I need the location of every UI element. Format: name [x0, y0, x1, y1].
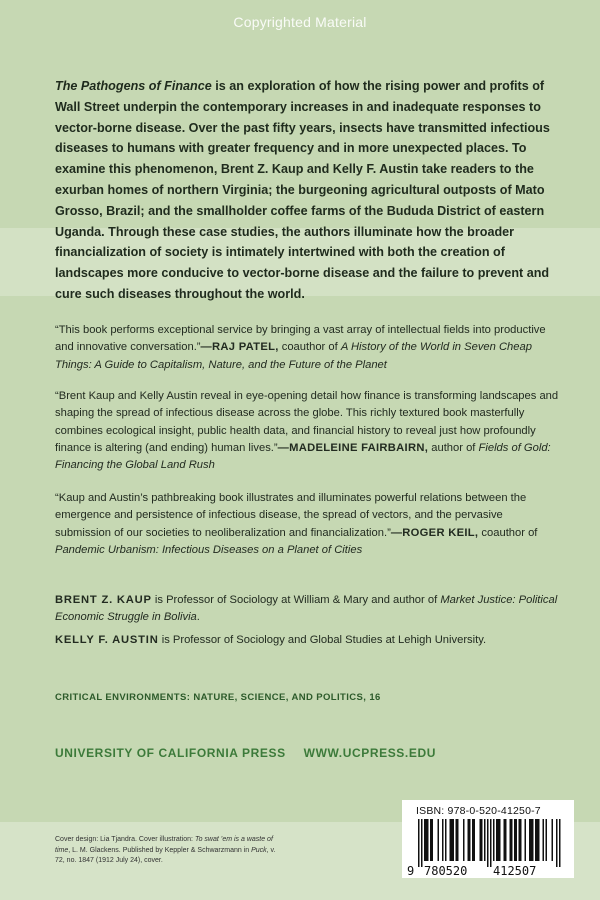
author-bio [55, 592, 560, 627]
barcode-bar [511, 819, 513, 861]
barcode-bar [438, 819, 440, 861]
credits-illustration: To swat ’em is a waste of time [55, 836, 273, 854]
barcode-bar [510, 819, 512, 861]
book-title: The Pathogens of Finance [55, 79, 212, 93]
barcode-bar [505, 819, 507, 861]
barcode-bar [484, 819, 486, 861]
barcode-bar [445, 819, 447, 861]
barcode-bar [468, 819, 470, 861]
barcode-bar [474, 819, 476, 861]
barcode-bar [499, 819, 501, 861]
bio-text: is Professor of Sociology and Global Studies at Lehigh University. [158, 634, 487, 646]
barcode-bar [519, 819, 521, 861]
barcode-bar [556, 819, 558, 867]
barcode-bar [427, 819, 429, 861]
barcode-bar [493, 819, 495, 861]
barcode-bar [490, 819, 492, 867]
barcode-bar [531, 819, 533, 861]
barcode-bar [543, 819, 545, 861]
barcode-bar [430, 819, 432, 861]
barcode-box [402, 800, 574, 878]
barcode-digits-left: 780520 [424, 864, 468, 878]
endorsement-quote [55, 490, 560, 559]
barcode-bar [418, 819, 420, 867]
barcode-bar [451, 819, 453, 861]
barcode-bar [504, 819, 506, 861]
barcode-bar [487, 819, 489, 867]
endorsement-quote [55, 388, 560, 474]
quote-author: —MADELEINE FAIRBAIRN, [277, 441, 429, 454]
bio-end: . [196, 611, 200, 624]
credits-rest: , L. M. Glackens. Published by Keppler & Schwarzmann in [68, 846, 252, 854]
quote-work: Pandemic Urbanism: Infectious Diseases on a Planet of Cities [55, 543, 363, 556]
author-name: BRENT Z. KAUP [55, 594, 152, 606]
barcode-bar [457, 819, 459, 861]
barcode-digits-right: 412507 [493, 864, 537, 878]
barcode-bar [532, 819, 534, 861]
bio-work: Market Justice: Political Economic Struggle in Bolivia [55, 594, 558, 624]
barcode-bar [472, 819, 474, 861]
barcode-bar [463, 819, 465, 861]
barcode-bar [481, 819, 483, 861]
publisher-name: UNIVERSITY OF CALIFORNIA PRESS [55, 746, 286, 760]
barcode-bar [525, 819, 527, 861]
barcode-bar [538, 819, 540, 861]
barcode-bar [537, 819, 539, 861]
barcode-bar [496, 819, 498, 861]
barcode-bar [450, 819, 452, 861]
book-description [55, 76, 555, 305]
barcode-bar [432, 819, 434, 861]
barcode-bar [421, 819, 423, 867]
barcode-bar [559, 819, 561, 867]
bio-text: is Professor of Sociology at William & Mary and author of [151, 594, 441, 606]
author-name: KELLY F. AUSTIN [55, 634, 159, 646]
quote-role: coauthor of [278, 341, 341, 354]
publisher-url: WWW.UCPRESS.EDU [303, 746, 436, 760]
barcode-bar [469, 819, 471, 861]
quote-author: —ROGER KEIL, [390, 526, 479, 539]
isbn-label: ISBN: 978-0-520-41250-7 [416, 805, 541, 817]
barcode-bar [520, 819, 522, 861]
cover-credits [55, 835, 280, 867]
barcode-bar [442, 819, 444, 861]
barcode-bar [480, 819, 482, 861]
barcode-bar [552, 819, 554, 861]
endorsement-quote [55, 322, 560, 374]
barcode-bar [535, 819, 537, 861]
quote-role: coauthor of [478, 526, 538, 539]
barcode-bar [514, 819, 516, 861]
credits-end: , v. 72, no. 1847 (1912 July 24), cover. [55, 846, 276, 864]
copyright-watermark: Copyrighted Material [233, 14, 367, 30]
quote-text: “Kaup and Austin’s pathbreaking book illustrates and illuminates powerful relations between the emergence and persistence of infectious disease, the spread of vectors, and the pervasive submission of our societies to neoliberalization and financialization.” [55, 492, 527, 539]
barcode-bar [453, 819, 455, 861]
barcode-bar [426, 819, 428, 861]
quote-text: “Brent Kaup and Kelly Austin reveal in eye-opening detail how finance is transforming landscapes and shaping the spread of infectious disease across the globe. This richly textured book masterfully combines ecological insight, public health data, and financial history to reveal just how profoundly finance is altering (and ending) human lives.” [55, 390, 559, 454]
barcode-digit-first: 9 [407, 864, 415, 878]
barcode-bar [456, 819, 458, 861]
barcode-bar [529, 819, 531, 861]
publisher-line [55, 746, 436, 760]
barcode-bar [498, 819, 500, 861]
barcode [402, 800, 574, 878]
quote-author: —RAJ PATEL, [200, 341, 279, 354]
quote-role: author of [428, 441, 479, 454]
author-bio [55, 632, 560, 649]
description-text: is an exploration of how the rising power and profits of Wall Street underpin the contemporary increases in and inadequate responses to vector-borne disease. Over the past fifty years, insects have transmitted infectious diseases to humans with greater frequency and in more unexpected places. To examine this phenomenon, Brent Z. Kaup and Kelly F. Austin take readers to the exurban homes of northern Virginia; the burgeoning agricultural outposts of Mato Grosso, Brazil; and the smallholder coffee farms of the Bududa District of eastern Uganda. Through these case studies, the authors illuminate how the broader financialization of society is intimately intertwined with both the creation of landscapes more conducive to vector-borne disease and the failure to prevent and cure such diseases throughout the world. [55, 79, 550, 301]
quote-text: “This book performs exceptional service by bringing a vast array of intellectual fields into productive and innovative conversation.” [55, 324, 546, 354]
barcode-bar [546, 819, 548, 861]
quote-work: Fields of Gold: Financing the Global Land Rush [55, 441, 551, 472]
barcode-bar [424, 819, 426, 861]
quote-work: A History of the World in Seven Cheap Things: A Guide to Capitalism, Nature, and the Future of the Planet [55, 341, 532, 371]
series-title: CRITICAL ENVIRONMENTS: NATURE, SCIENCE, AND POLITICS, 16 [55, 692, 381, 703]
credits-design: Cover design: Lia Tjandra. Cover illustration: [55, 836, 195, 843]
barcode-bar [516, 819, 518, 861]
credits-publication: Puck [251, 846, 267, 854]
